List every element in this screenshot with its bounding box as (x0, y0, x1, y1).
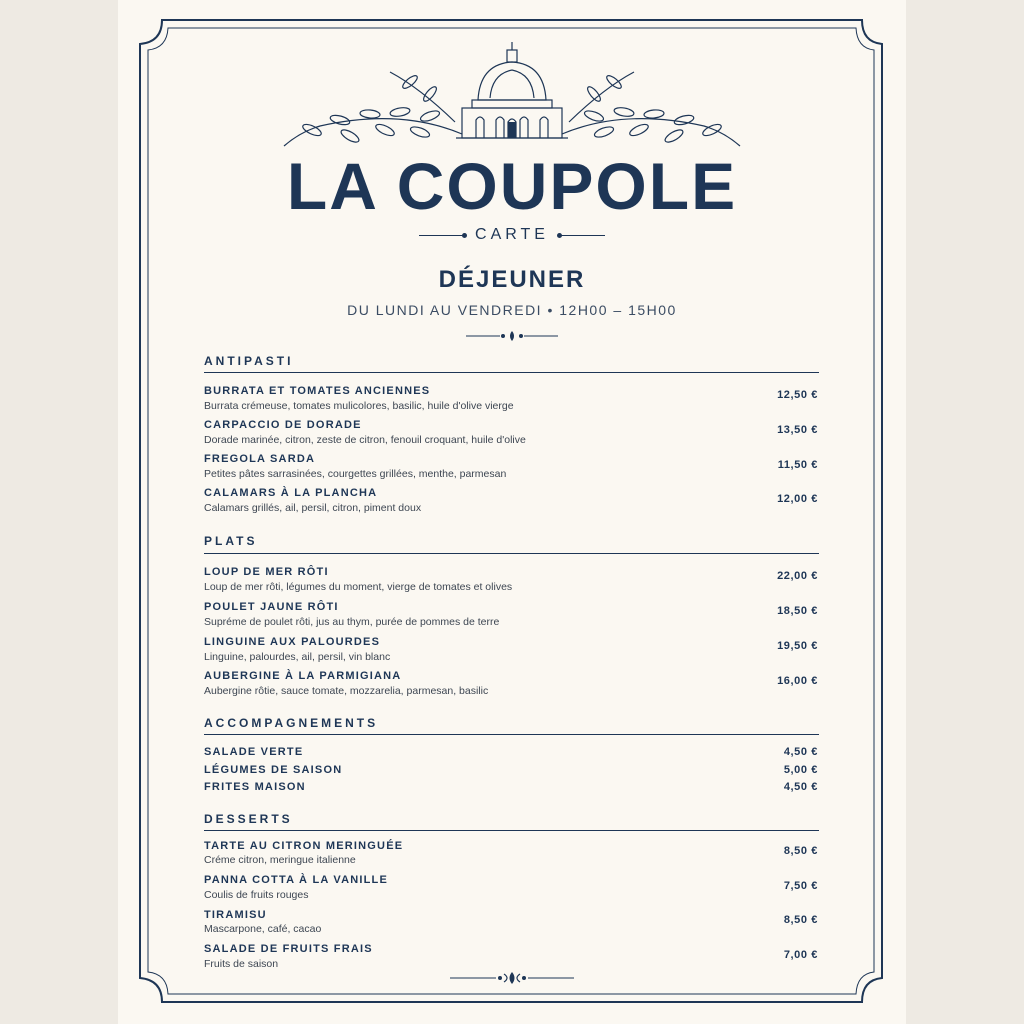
menu-item-description: Burrata crémeuse, tomates mulicolores, basilic, huile d'olive vierge (204, 400, 514, 412)
menu-item-name: SALADE VERTE (204, 746, 304, 758)
menu-item-price: 22,00 € (777, 570, 818, 582)
menu-item-price: 7,00 € (783, 949, 818, 961)
menu-item-description: Loup de mer rôti, légumes du moment, vierge de tomates et olives (204, 581, 513, 593)
menu-item-name: TIRAMISU (204, 909, 267, 921)
menu-item-description: Mascarpone, café, cacao (204, 923, 322, 935)
menu-item-description: Dorade marinée, citron, zeste de citron, fenouil croquant, huile d'olive (204, 434, 526, 446)
menu-item-name: SALADE DE FRUITS FRAIS (204, 943, 373, 955)
menu-item-description: Fruits de saison (204, 958, 279, 970)
menu-item-name: CALAMARS À LA PLANCHA (204, 487, 378, 499)
menu-item-name: FREGOLA SARDA (204, 453, 316, 465)
fleuron-ornament-icon (0, 330, 1024, 342)
section-rule (204, 830, 819, 831)
divider-line-left (419, 235, 465, 236)
menu-item-name: CARPACCIO DE DORADE (204, 419, 362, 431)
menu-item-price: 4,50 € (783, 781, 818, 793)
section-title-desserts: DESSERTS (204, 812, 293, 826)
menu-item-name: AUBERGINE À LA PARMIGIANA (204, 670, 402, 682)
section-rule (204, 734, 819, 735)
menu-item-description: Coulis de fruits rouges (204, 889, 309, 901)
section-rule (204, 553, 819, 554)
divider-line-right (559, 235, 605, 236)
dome-emblem-icon (280, 38, 744, 158)
carte-label: CARTE (475, 226, 549, 243)
service-hours: DU LUNDI AU VENDREDI • 12H00 – 15H00 (347, 302, 677, 318)
menu-item-price: 7,50 € (783, 880, 818, 892)
menu-item-price: 12,00 € (777, 493, 818, 505)
menu-item-price: 13,50 € (777, 424, 818, 436)
menu-item-name: BURRATA ET TOMATES ANCIENNES (204, 385, 431, 397)
carte-divider (0, 226, 1024, 244)
menu-item-name: LOUP DE MER RÔTI (204, 566, 329, 578)
menu-item-price: 19,50 € (777, 640, 818, 652)
menu-item-name: FRITES MAISON (204, 781, 306, 793)
menu-item-description: Calamars grillés, ail, persil, citron, piment doux (204, 502, 422, 514)
menu-item-description: Aubergine rôtie, sauce tomate, mozzarelia, parmesan, basilic (204, 685, 489, 697)
restaurant-name: LA COUPOLE (286, 149, 738, 223)
menu-item-price: 5,00 € (783, 764, 818, 776)
menu-item-price: 4,50 € (783, 746, 818, 758)
menu-item-name: PANNA COTTA À LA VANILLE (204, 874, 389, 886)
menu-item-price: 8,50 € (783, 914, 818, 926)
menu-item-price: 8,50 € (783, 845, 818, 857)
menu-item-name: LÉGUMES DE SAISON (204, 764, 343, 776)
menu-item-price: 11,50 € (777, 459, 818, 471)
menu-item-name: LINGUINE AUX PALOURDES (204, 636, 381, 648)
section-rule (204, 372, 819, 373)
menu-item-name: POULET JAUNE RÔTI (204, 601, 339, 613)
menu-item-description: Petites pâtes sarrasinées, courgettes grillées, menthe, parmesan (204, 468, 507, 480)
fleuron-ornament-icon (0, 971, 1024, 985)
menu-item-price: 16,00 € (777, 675, 818, 687)
menu-item-name: TARTE AU CITRON MERINGUÉE (204, 840, 404, 852)
menu-item-price: 12,50 € (777, 389, 818, 401)
section-title-accompagnements: ACCOMPAGNEMENTS (204, 716, 379, 730)
menu-item-description: Linguine, palourdes, ail, persil, vin blanc (204, 651, 391, 663)
menu-item-description: Créme citron, meringue italienne (204, 854, 356, 866)
section-title-plats: PLATS (204, 534, 258, 548)
section-title-antipasti: ANTIPASTI (204, 354, 294, 368)
meal-title: DÉJEUNER (438, 266, 586, 293)
menu-item-price: 18,50 € (777, 605, 818, 617)
menu-item-description: Supréme de poulet rôti, jus au thym, purée de pommes de terre (204, 616, 500, 628)
